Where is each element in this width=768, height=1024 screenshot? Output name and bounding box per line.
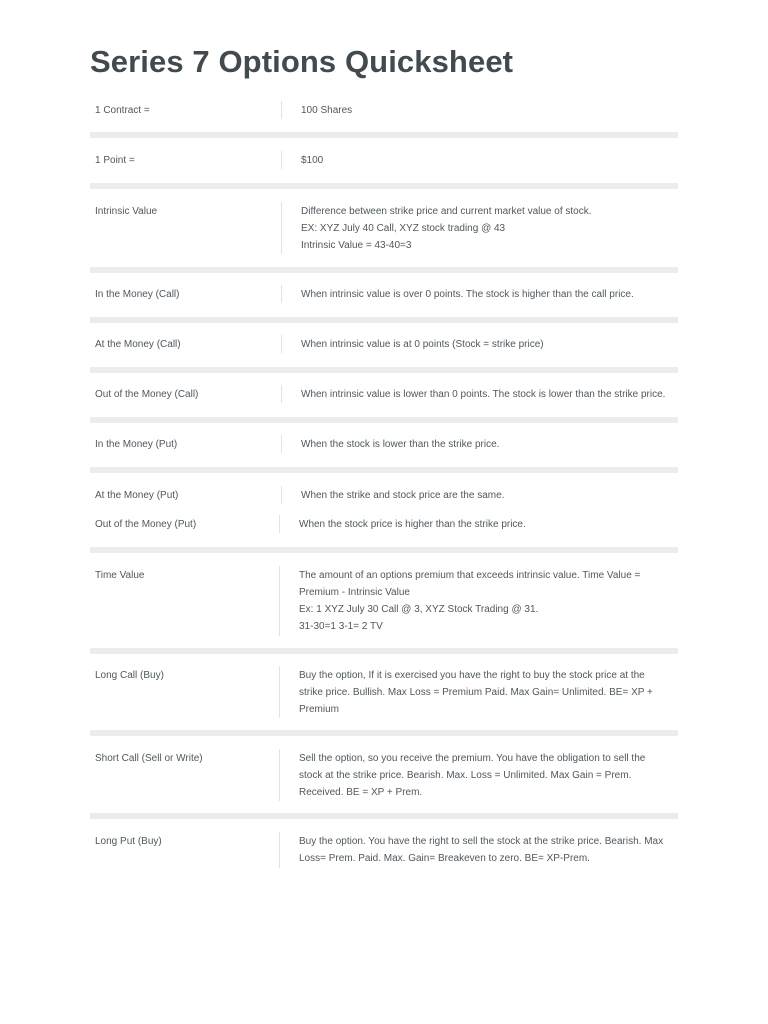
definition-line: Buy the option, If it is exercised you have the right to buy the stock price at the	[299, 670, 645, 681]
definition-line: Premium	[299, 704, 340, 715]
definition-line: When intrinsic value is over 0 points. The stock is higher than the call price.	[301, 289, 634, 300]
row-term: At the Money (Call)	[95, 339, 181, 350]
row-term: In the Money (Put)	[95, 439, 178, 450]
row-definition	[299, 667, 653, 718]
row-definition	[301, 386, 665, 403]
definition-line: EX: XYZ July 40 Call, XYZ stock trading @ 43	[301, 223, 506, 234]
definition-line: The amount of an options premium that exceeds intrinsic value. Time Value =	[299, 570, 641, 581]
definition-line: When the stock price is higher than the strike price.	[299, 519, 526, 530]
row-definition	[301, 286, 634, 303]
row-separator	[90, 132, 678, 138]
row-term: Time Value	[95, 570, 145, 581]
row-separator	[90, 367, 678, 373]
row-definition	[299, 567, 640, 635]
definition-line: $100	[301, 155, 324, 166]
column-divider	[281, 202, 282, 254]
column-divider	[279, 515, 280, 533]
row-separator	[90, 813, 678, 819]
row-term: At the Money (Put)	[95, 490, 179, 501]
definition-line: When the strike and stock price are the same.	[301, 490, 505, 501]
row-term: 1 Contract =	[95, 105, 150, 116]
row-separator	[90, 467, 678, 473]
definition-line: Intrinsic Value = 43-40=3	[301, 240, 412, 251]
row-definition	[299, 833, 663, 867]
row-separator	[90, 547, 678, 553]
column-divider	[281, 151, 282, 169]
definition-line: Sell the option, so you receive the premium. You have the obligation to sell the	[299, 753, 646, 764]
row-separator	[90, 183, 678, 189]
row-term: In the Money (Call)	[95, 289, 180, 300]
definition-line: When the stock is lower than the strike price.	[301, 439, 500, 450]
row-term: Out of the Money (Call)	[95, 389, 199, 400]
definition-line: When intrinsic value is lower than 0 points. The stock is lower than the strike price.	[301, 389, 666, 400]
definition-line: 31-30=1 3-1= 2 TV	[299, 621, 383, 632]
row-term: Long Call (Buy)	[95, 670, 164, 681]
row-term: Intrinsic Value	[95, 206, 158, 217]
row-definition	[301, 487, 504, 504]
definition-line: Premium - Intrinsic Value	[299, 587, 410, 598]
row-term: Out of the Money (Put)	[95, 519, 197, 530]
row-separator	[90, 317, 678, 323]
column-divider	[281, 101, 282, 119]
column-divider	[281, 385, 282, 403]
column-divider	[279, 749, 280, 801]
row-definition	[301, 203, 592, 254]
definition-line: Received. BE = XP + Prem.	[299, 787, 423, 798]
page-title: Series 7 Options Quicksheet	[90, 44, 514, 79]
row-definition	[301, 336, 544, 353]
definition-line: Loss= Prem. Paid. Max. Gain= Breakeven to zero. BE= XP-Prem.	[299, 853, 590, 864]
definition-line: When intrinsic value is at 0 points (Stock = strike price)	[301, 339, 544, 350]
row-separator	[90, 648, 678, 654]
column-divider	[281, 435, 282, 453]
row-definition	[299, 516, 526, 533]
column-divider	[279, 566, 280, 636]
definition-line: strike price. Bullish. Max Loss = Premium Paid. Max Gain= Unlimited. BE= XP +	[299, 687, 653, 698]
row-term: Short Call (Sell or Write)	[95, 753, 203, 764]
row-definition	[301, 436, 499, 453]
column-divider	[279, 666, 280, 718]
definition-line: Difference between strike price and current market value of stock.	[301, 206, 592, 217]
column-divider	[281, 486, 282, 504]
definition-line: Buy the option. You have the right to sell the stock at the strike price. Bearish. Max	[299, 836, 664, 847]
row-definition	[299, 750, 645, 801]
definition-line: 100 Shares	[301, 105, 353, 116]
column-divider	[281, 285, 282, 303]
column-divider	[281, 335, 282, 353]
row-term: 1 Point =	[95, 155, 135, 166]
definition-line: Ex: 1 XYZ July 30 Call @ 3, XYZ Stock Trading @ 31.	[299, 604, 539, 615]
row-term: Long Put (Buy)	[95, 836, 162, 847]
row-separator	[90, 267, 678, 273]
row-separator	[90, 417, 678, 423]
row-definition	[301, 102, 352, 119]
row-separator	[90, 730, 678, 736]
column-divider	[279, 832, 280, 868]
row-definition	[301, 152, 323, 169]
definition-line: stock at the strike price. Bearish. Max. Loss = Unlimited. Max Gain = Prem.	[299, 770, 632, 781]
